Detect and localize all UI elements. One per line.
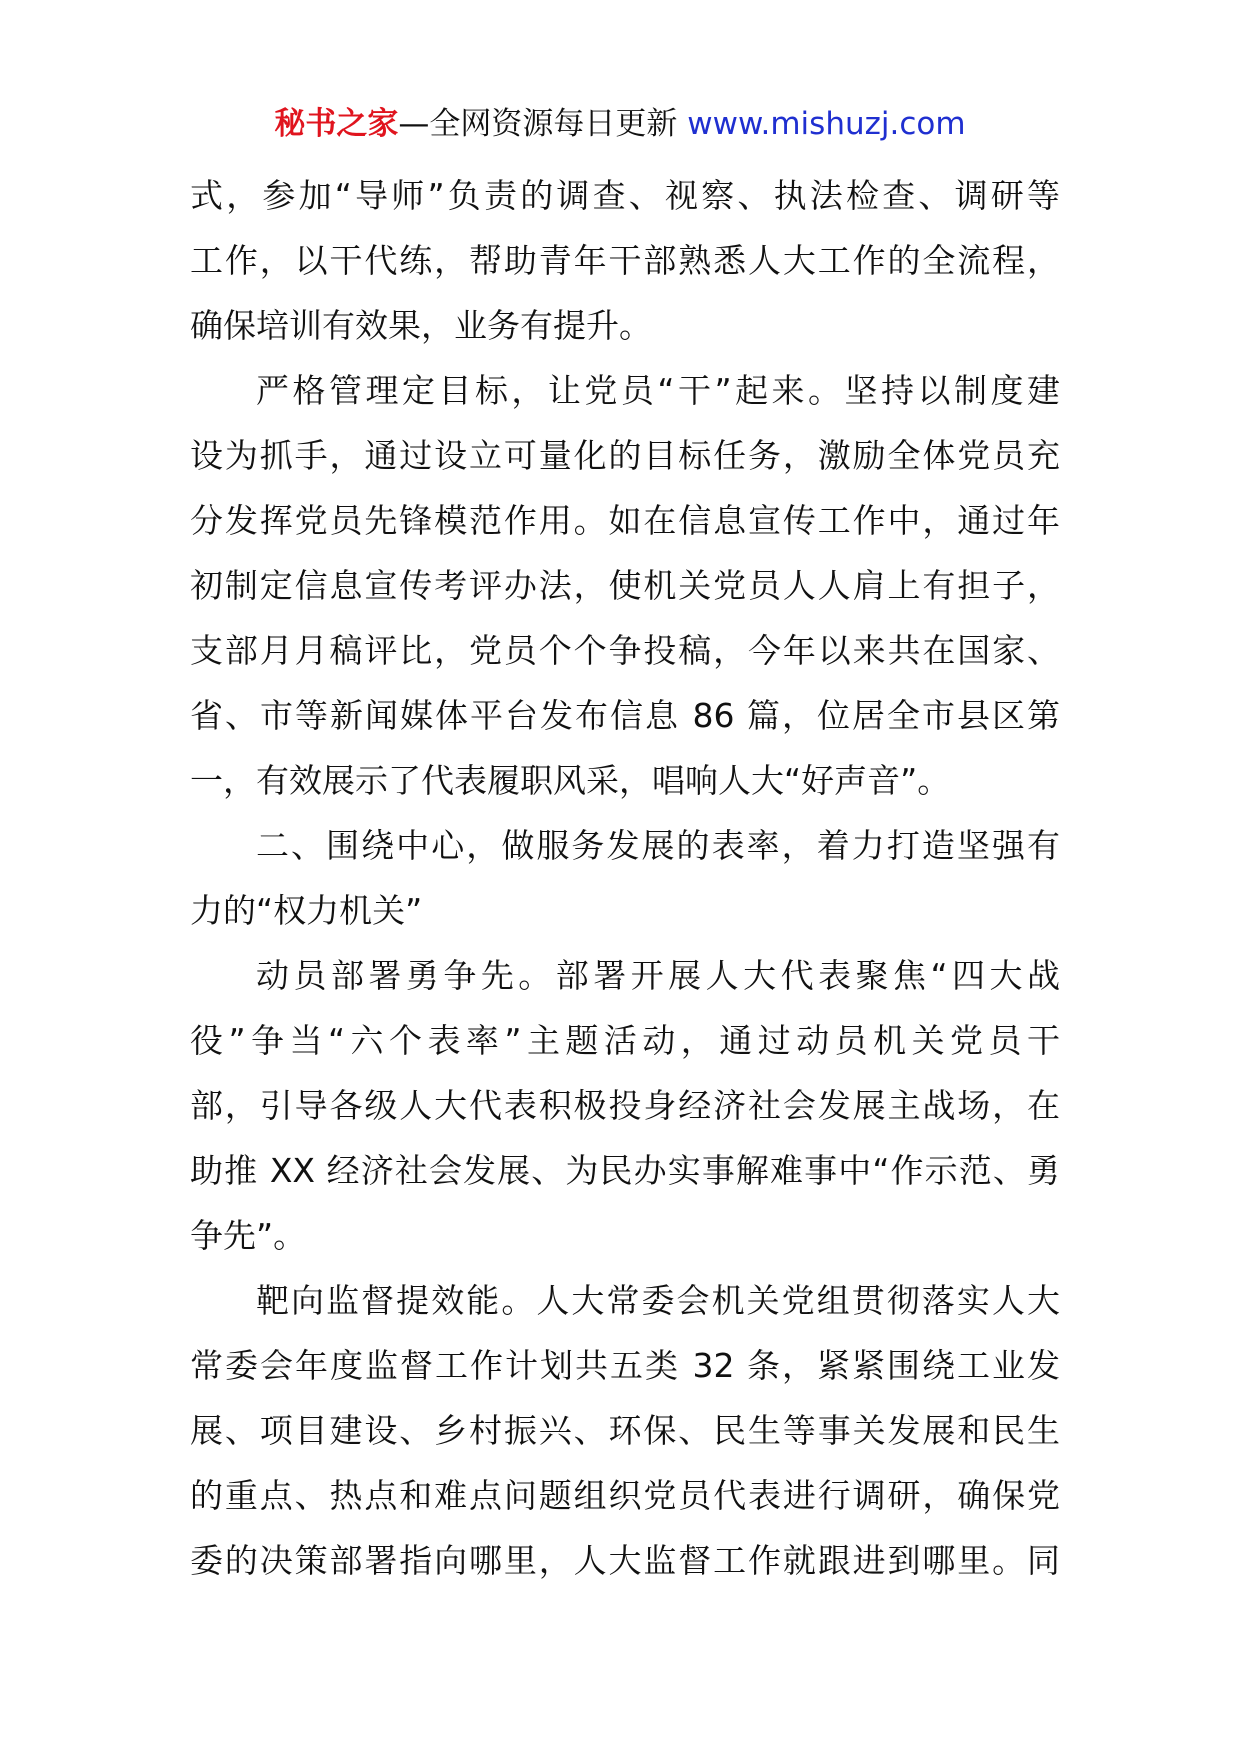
site-brand: 秘书之家 (274, 106, 399, 142)
text-line: 役”争当“六个表率”主题活动，通过动员机关党员干 (190, 1021, 1060, 1060)
page-header (0, 102, 1240, 146)
text-line: 支部月月稿评比，党员个个争投稿，今年以来共在国家、 (190, 631, 1060, 670)
site-tagline: —全网资源每日更新 (398, 106, 678, 142)
text-line: 力的“权力机关” (190, 891, 423, 930)
text-line: 展、项目建设、乡村振兴、环保、民生等事关发展和民生 (190, 1411, 1060, 1450)
text-line: 的重点、热点和难点问题组织党员代表进行调研，确保党 (190, 1476, 1060, 1515)
site-url: www.mishuzj.com (687, 106, 966, 142)
text-line: 分发挥党员先锋模范作用。如在信息宣传工作中，通过年 (190, 501, 1060, 540)
text-line: 工作，以干代练，帮助青年干部熟悉人大工作的全流程， (190, 241, 1060, 280)
text-line: 设为抓手，通过设立可量化的目标任务，激励全体党员充 (190, 436, 1060, 475)
text-line: 靶向监督提效能。人大常委会机关党组贯彻落实人大 (256, 1281, 1060, 1320)
text-line: 严格管理定目标，让党员“干”起来。坚持以制度建 (256, 371, 1060, 410)
text-line: 动员部署勇争先。部署开展人大代表聚焦“四大战 (256, 956, 1060, 995)
text-line: 省、市等新闻媒体平台发布信息 86 篇，位居全市县区第 (190, 696, 1060, 735)
text-line: 助推 XX 经济社会发展、为民办实事解难事中“作示范、勇 (190, 1151, 1060, 1190)
text-line: 二、围绕中心，做服务发展的表率，着力打造坚强有 (256, 826, 1060, 865)
text-line: 部，引导各级人大代表积极投身经济社会发展主战场，在 (190, 1086, 1060, 1125)
text-line: 争先”。 (190, 1216, 307, 1255)
document-body (190, 163, 1060, 1593)
text-line: 确保培训有效果，业务有提升。 (190, 306, 652, 345)
text-line: 初制定信息宣传考评办法，使机关党员人人肩上有担子， (190, 566, 1060, 605)
text-line: 一，有效展示了代表履职风采，唱响人大“好声音”。 (190, 761, 951, 800)
text-line: 常委会年度监督工作计划共五类 32 条，紧紧围绕工业发 (190, 1346, 1060, 1385)
text-line: 式，参加“导师”负责的调查、视察、执法检查、调研等 (190, 176, 1060, 215)
text-line: 委的决策部署指向哪里，人大监督工作就跟进到哪里。同 (190, 1541, 1060, 1580)
